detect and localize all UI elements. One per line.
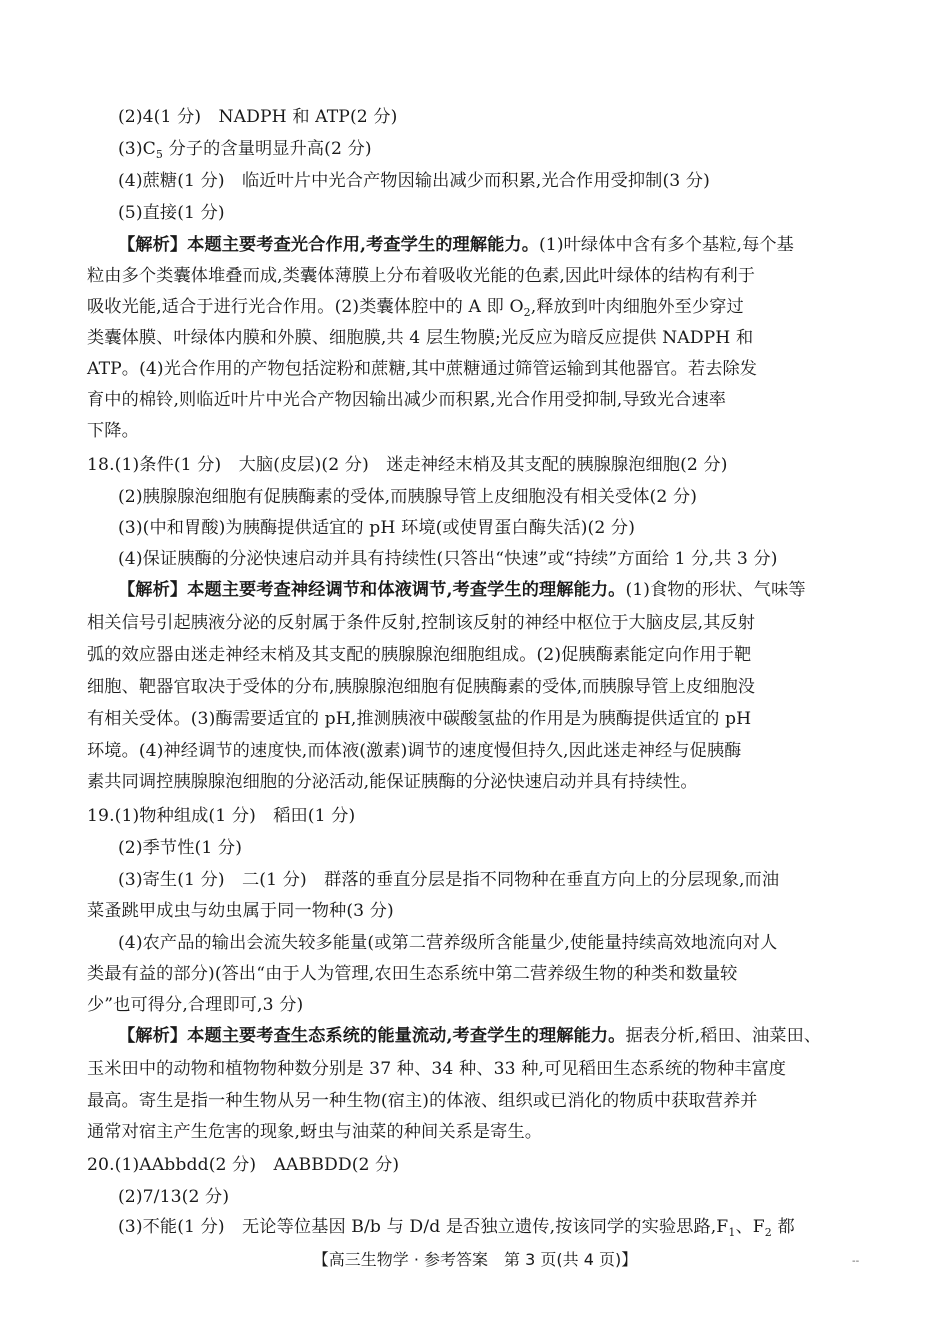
q20-answer-3: (3)不能(1 分) 无论等位基因 B/b 与 D/d 是否独立遗传,按该同学的实验思路$,F_1$、$F_2$ 都	[118, 1217, 795, 1239]
q17-answer-5: (5)直接(1 分)	[118, 203, 225, 223]
q19-answer-4-line-1: (4)农产品的输出会流失较多能量(或第二营养级所含能量少,使能量持续高效地流向对人	[118, 933, 778, 953]
q17-analysis-line-3: 吸收光能,适合于进行光合作用。(2)类囊体腔中的 A 即 $O_2$,释放到叶肉细胞外至少穿过	[87, 297, 744, 319]
q17-analysis-line-2: 粒由多个类囊体堆叠而成,类囊体薄膜上分布着吸收光能的色素,因此叶绿体的结构有利于	[87, 266, 756, 286]
page-footer: 【高三生物学 · 参考答案 第 3 页(共 4 页)】	[312, 1250, 638, 1269]
q19-answer-3-line-1: (3)寄生(1 分) 二(1 分) 群落的垂直分层是指不同物种在垂直方向上的分层现象,而油	[118, 870, 780, 890]
q18-analysis-line-4: 细胞、靶器官取决于受体的分布,胰腺腺泡细胞有促胰酶素的受体,而胰腺导管上皮细胞没	[87, 677, 756, 697]
q19-analysis-line-3: 最高。寄生是指一种生物从另一种生物(宿主)的体液、组织或已消化的物质中获取营养并	[87, 1091, 758, 1111]
analysis-heading: 【解析】本题主要考查神经调节和体液调节,考查学生的理解能力。	[118, 580, 626, 600]
q17-answer-2: (2)4(1 分) NADPH 和 ATP(2 分)	[118, 107, 398, 127]
q18-analysis-line-1: 【解析】本题主要考查神经调节和体液调节,考查学生的理解能力。(1)食物的形状、气味等	[118, 580, 806, 600]
q18-analysis-line-7: 素共同调控胰腺腺泡细胞的分泌活动,能保证胰酶的分泌快速启动并具有持续性。	[87, 772, 698, 792]
q17-answer-4: (4)蔗糖(1 分) 临近叶片中光合产物因输出减少而积累,光合作用受抑制(3 分)	[118, 171, 710, 191]
q17-answer-3: $(3)C_5$ 分子的含量明显升高(2 分)	[118, 139, 372, 161]
q19-answer-4-line-2: 类最有益的部分)(答出“由于人为管理,农田生态系统中第二营养级生物的种类和数量较	[87, 964, 738, 984]
analysis-heading: 【解析】本题主要考查光合作用,考查学生的理解能力。	[118, 235, 539, 255]
q18-analysis-line-2: 相关信号引起胰液分泌的反射属于条件反射,控制该反射的神经中枢位于大脑皮层,其反射	[87, 613, 756, 633]
corner-mark: --	[852, 1256, 860, 1267]
q17-analysis-line-4: 类囊体膜、叶绿体内膜和外膜、细胞膜,共 4 层生物膜;光反应为暗反应提供 NADPH 和	[87, 328, 754, 348]
q19-analysis-line-4: 通常对宿主产生危害的现象,蚜虫与油菜的种间关系是寄生。	[87, 1122, 543, 1142]
q19-analysis-line-2: 玉米田中的动物和植物物种数分别是 37 种、34 种、33 种,可见稻田生态系统的物种丰富度	[87, 1059, 787, 1079]
q18-analysis-line-5: 有相关受体。(3)酶需要适宜的 pH,推测胰液中碳酸氢盐的作用是为胰酶提供适宜的 pH	[87, 709, 752, 729]
q17-analysis-line-7: 下降。	[87, 421, 139, 441]
analysis-heading: 【解析】本题主要考查生态系统的能量流动,考查学生的理解能力。	[118, 1026, 626, 1046]
q17-analysis-line-6: 育中的棉铃,则临近叶片中光合产物因输出减少而积累,光合作用受抑制,导致光合速率	[87, 390, 727, 410]
q18-analysis-line-6: 环境。(4)神经调节的速度快,而体液(激素)调节的速度慢但持久,因此迷走神经与促胰酶	[87, 741, 742, 761]
q18-answer-3: (3)(中和胃酸)为胰酶提供适宜的 pH 环境(或使胃蛋白酶失活)(2 分)	[118, 518, 636, 538]
q19-answer-3-line-2: 菜蚤跳甲成虫与幼虫属于同一物种(3 分)	[87, 901, 394, 921]
q18-answer-4: (4)保证胰酶的分泌快速启动并具有持续性(只答出“快速”或“持续”方面给 1 分,共 3 分)	[118, 549, 778, 569]
q19-answer-4-line-3: 少”也可得分,合理即可,3 分)	[87, 995, 304, 1015]
q20-answer-1: 20.(1)AAbbdd(2 分) AABBDD(2 分)	[87, 1155, 400, 1175]
q19-answer-1: 19.(1)物种组成(1 分) 稻田(1 分)	[87, 806, 356, 826]
q19-answer-2: (2)季节性(1 分)	[118, 838, 243, 858]
q18-analysis-line-3: 弧的效应器由迷走神经末梢及其支配的胰腺腺泡细胞组成。(2)促胰酶素能定向作用于靶	[87, 645, 752, 665]
q18-answer-1: 18.(1)条件(1 分) 大脑(皮层)(2 分) 迷走神经末梢及其支配的胰腺腺泡细胞(2 分)	[87, 455, 728, 475]
q19-analysis-line-1: 【解析】本题主要考查生态系统的能量流动,考查学生的理解能力。据表分析,稻田、油菜田、	[118, 1026, 822, 1046]
q18-answer-2: (2)胰腺腺泡细胞有促胰酶素的受体,而胰腺导管上皮细胞没有相关受体(2 分)	[118, 487, 698, 507]
q20-answer-2: (2)7/13(2 分)	[118, 1187, 230, 1207]
q17-analysis-line-1: 【解析】本题主要考查光合作用,考查学生的理解能力。(1)叶绿体中含有多个基粒,每个基	[118, 235, 794, 255]
q17-analysis-line-5: ATP。(4)光合作用的产物包括淀粉和蔗糖,其中蔗糖通过筛管运输到其他器官。若去除发	[87, 359, 758, 379]
